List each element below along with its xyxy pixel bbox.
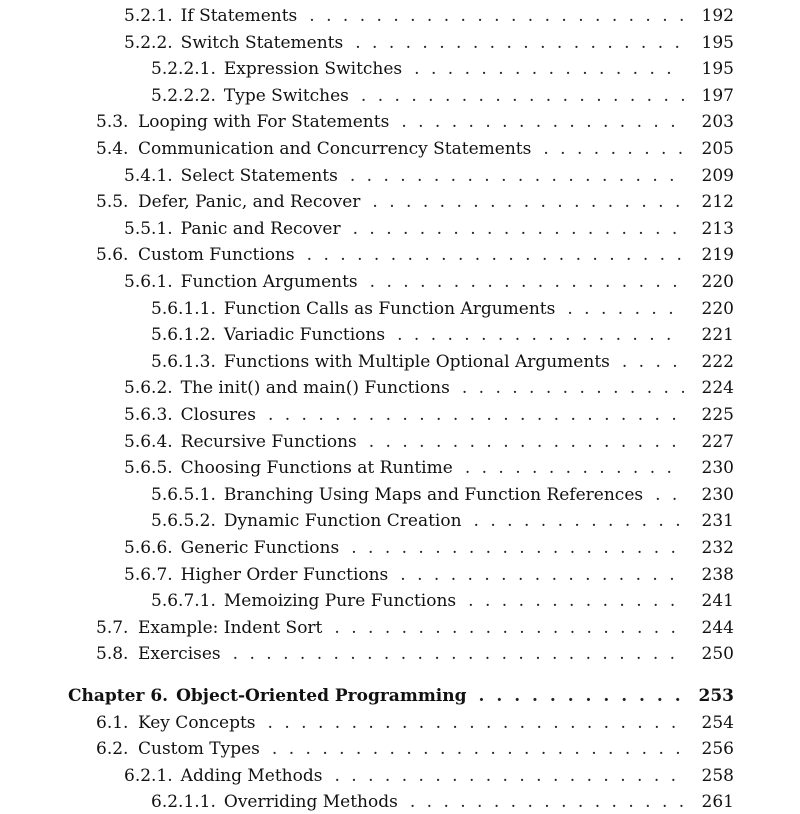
toc-entry[interactable]	[0, 711, 800, 735]
page-number: 203	[701, 112, 734, 133]
dot-leader	[414, 57, 684, 81]
page-number: 220	[701, 298, 734, 319]
section-title: Object-Oriented Programming	[176, 686, 467, 706]
page-number: 230	[701, 484, 734, 505]
section-number: 5.5.1.	[124, 218, 173, 239]
section-number: 5.6.5.1.	[151, 484, 216, 505]
section-number: 5.6.6.	[124, 538, 173, 558]
section-title: Communication and Concurrency Statements	[138, 139, 532, 159]
section-title: Key Concepts	[138, 712, 256, 733]
section-number: 5.2.2.1.	[151, 59, 216, 80]
section-number: 5.2.2.	[124, 32, 173, 53]
page-number: 227	[701, 431, 734, 452]
page-number: 224	[701, 378, 734, 399]
toc-entry[interactable]	[0, 616, 800, 640]
page-number: 213	[701, 218, 734, 239]
toc-entry[interactable]	[0, 737, 800, 761]
dot-leader	[622, 350, 684, 374]
section-title: Panic and Recover	[180, 218, 341, 239]
toc-entry[interactable]	[0, 84, 800, 108]
section-title: Custom Functions	[138, 245, 295, 266]
toc-entry[interactable]	[0, 323, 800, 347]
dot-leader	[350, 164, 684, 188]
toc-entry[interactable]	[0, 430, 800, 454]
section-number: 5.2.2.2.	[151, 85, 216, 106]
section-number: 5.6.4.	[124, 431, 173, 452]
toc-entry[interactable]	[0, 376, 800, 400]
toc-entry[interactable]	[0, 270, 800, 294]
section-title: Closures	[180, 405, 256, 425]
section-title: Higher Order Functions	[180, 564, 389, 585]
toc-entry[interactable]	[0, 164, 800, 188]
toc-entry[interactable]	[0, 536, 800, 560]
dot-leader	[400, 563, 684, 587]
dot-leader	[334, 764, 684, 788]
section-number: 5.6.	[96, 245, 129, 266]
page-number: 197	[701, 85, 734, 106]
toc-entry[interactable]	[0, 243, 800, 267]
dot-leader	[401, 110, 684, 134]
dot-leader	[369, 430, 684, 454]
toc-entry[interactable]	[0, 790, 800, 814]
dot-leader	[397, 323, 684, 347]
page-number: 195	[701, 32, 734, 53]
dot-leader	[355, 31, 684, 55]
toc-entry[interactable]	[0, 509, 800, 533]
toc-entry[interactable]	[0, 31, 800, 55]
page-number: 238	[701, 564, 734, 585]
section-number: 5.8.	[96, 644, 129, 665]
section-number: 5.6.2.	[124, 378, 173, 399]
section-title: Custom Types	[138, 739, 260, 760]
toc-entry[interactable]	[0, 137, 800, 161]
section-number: 6.1.	[96, 712, 129, 733]
dot-leader	[567, 297, 684, 321]
toc-entry[interactable]	[0, 4, 800, 28]
page-number: 221	[701, 325, 734, 346]
dot-leader	[468, 589, 684, 613]
dot-leader	[351, 536, 684, 560]
page-number: 258	[701, 765, 734, 786]
dot-leader	[655, 483, 684, 507]
section-title: Looping with For Statements	[138, 112, 390, 133]
toc-entry[interactable]	[0, 403, 800, 427]
section-title: If Statements	[180, 6, 298, 26]
section-number: 5.6.1.	[124, 272, 173, 292]
dot-leader	[233, 642, 684, 666]
section-number: 5.4.	[96, 139, 129, 159]
section-number: 6.2.1.	[124, 765, 173, 786]
page-number: 205	[701, 139, 734, 159]
section-title: Overriding Methods	[223, 792, 398, 813]
dot-leader	[268, 403, 684, 427]
section-title: Function Calls as Function Arguments	[223, 298, 556, 319]
section-number: 5.6.3.	[124, 405, 173, 425]
dot-leader	[410, 790, 684, 814]
page-number: 231	[701, 511, 734, 532]
page-number: 222	[701, 351, 734, 372]
toc-entry[interactable]	[0, 217, 800, 241]
page-number: 250	[701, 644, 734, 665]
page-number: 212	[701, 192, 734, 213]
section-number: 5.6.1.2.	[151, 325, 216, 346]
dot-leader	[361, 84, 684, 108]
dot-leader	[307, 243, 684, 267]
toc-entry[interactable]	[0, 110, 800, 134]
dot-leader	[334, 616, 684, 640]
section-number: 6.2.1.1.	[151, 792, 216, 813]
section-title: Generic Functions	[180, 538, 340, 558]
section-number: 5.6.1.3.	[151, 351, 216, 372]
page-number: 256	[701, 739, 734, 760]
section-number: 5.5.	[96, 192, 129, 213]
section-number: Chapter 6.	[68, 686, 169, 706]
page-number: 232	[701, 538, 734, 558]
section-title: Exercises	[138, 644, 221, 665]
dot-leader	[474, 509, 684, 533]
section-number: 5.4.1.	[124, 165, 173, 186]
dot-leader	[268, 711, 684, 735]
dot-leader	[479, 684, 684, 708]
section-title: Example: Indent Sort	[138, 617, 323, 638]
section-title: Recursive Functions	[180, 431, 357, 452]
page-number: 220	[701, 272, 734, 292]
dot-leader	[462, 376, 684, 400]
section-number: 5.6.7.1.	[151, 591, 216, 612]
toc-entry[interactable]	[0, 350, 800, 374]
section-title: Memoizing Pure Functions	[223, 591, 457, 612]
section-title: Adding Methods	[180, 765, 323, 786]
section-title: Variadic Functions	[223, 325, 386, 346]
dot-leader	[465, 456, 684, 480]
dot-leader	[353, 217, 684, 241]
page-number: 254	[701, 712, 734, 733]
section-title: The init() and main() Functions	[180, 378, 450, 399]
section-number: 6.2.	[96, 739, 129, 760]
page-number: 241	[701, 591, 734, 612]
dot-leader	[543, 137, 684, 161]
toc-entry[interactable]	[0, 297, 800, 321]
page-number: 230	[701, 458, 734, 479]
dot-leader	[372, 190, 684, 214]
page-number: 195	[701, 59, 734, 80]
section-number: 5.6.7.	[124, 564, 173, 585]
section-title: Dynamic Function Creation	[223, 511, 462, 532]
section-title: Choosing Functions at Runtime	[180, 458, 453, 479]
page-number: 253	[698, 686, 734, 706]
toc-entry[interactable]	[0, 563, 800, 587]
section-title: Type Switches	[223, 85, 349, 106]
section-number: 5.6.5.2.	[151, 511, 216, 532]
section-number: 5.3.	[96, 112, 129, 133]
toc-entry[interactable]	[0, 456, 800, 480]
section-title: Switch Statements	[180, 32, 344, 53]
section-number: 5.6.5.	[124, 458, 173, 479]
page-number: 209	[701, 165, 734, 186]
section-title: Function Arguments	[180, 272, 358, 292]
section-number: 5.7.	[96, 617, 129, 638]
section-number: 5.6.1.1.	[151, 298, 216, 319]
section-title: Branching Using Maps and Function References	[223, 484, 644, 505]
toc-entry[interactable]	[0, 642, 800, 666]
page-number: 261	[701, 792, 734, 813]
toc-entry[interactable]	[0, 764, 800, 788]
dot-leader	[309, 4, 684, 28]
toc-entry[interactable]	[0, 190, 800, 214]
page-number: 244	[701, 617, 734, 638]
section-title: Expression Switches	[223, 59, 403, 80]
page-number: 225	[701, 405, 734, 425]
toc-entry[interactable]	[0, 57, 800, 81]
dot-leader	[272, 737, 684, 761]
toc-entry[interactable]	[0, 589, 800, 613]
section-title: Select Statements	[180, 165, 338, 186]
dot-leader	[370, 270, 684, 294]
section-number: 5.2.1.	[124, 6, 173, 26]
page-number: 219	[701, 245, 734, 266]
section-title: Defer, Panic, and Recover	[138, 192, 361, 213]
toc-entry[interactable]	[0, 483, 800, 507]
chapter-entry[interactable]	[0, 684, 800, 708]
section-title: Functions with Multiple Optional Arguments	[223, 351, 610, 372]
page-number: 192	[701, 6, 734, 26]
